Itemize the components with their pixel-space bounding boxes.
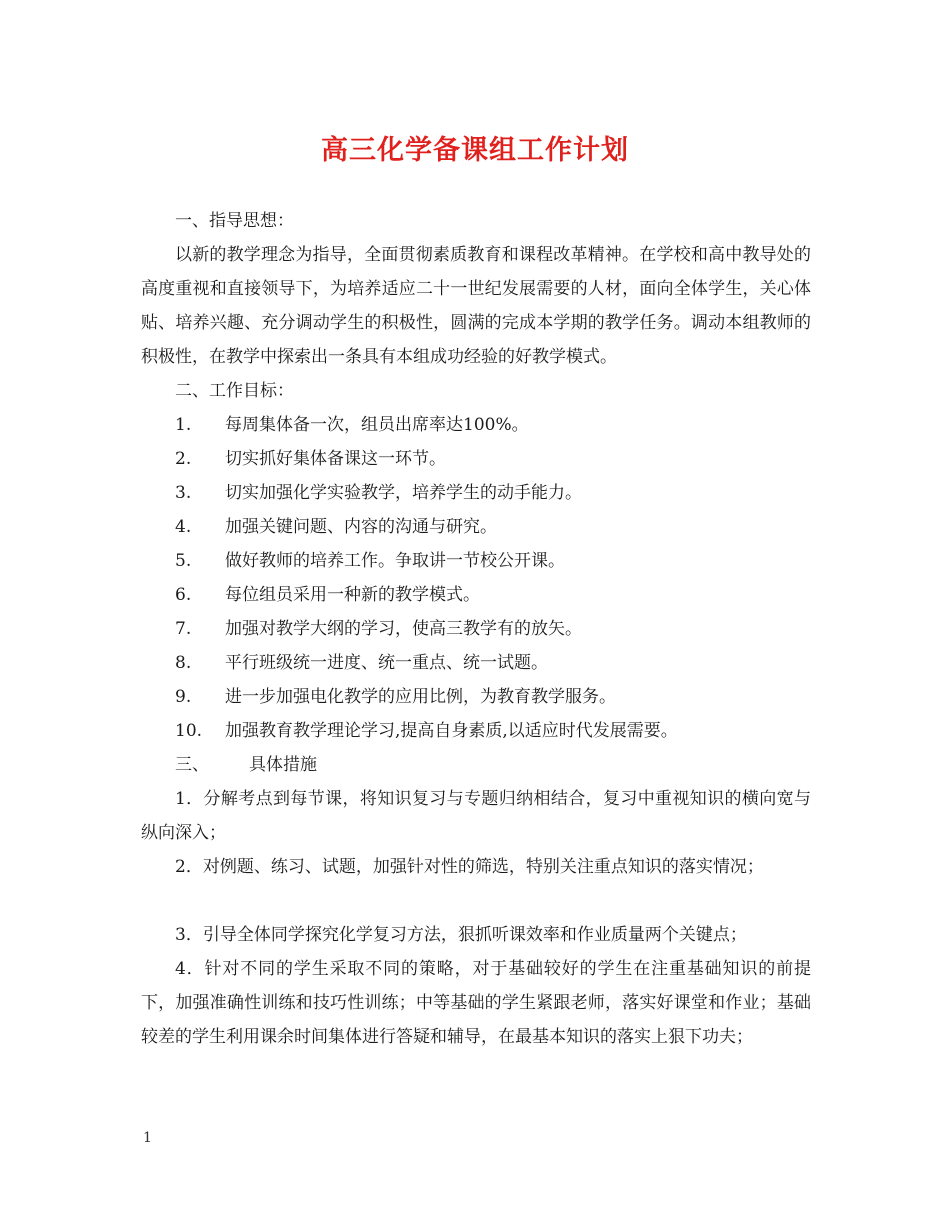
- list-item-text: 每位组员采用一种新的教学模式。: [225, 585, 480, 605]
- section-1-paragraph: 以新的教学理念为指导，全面贯彻素质教育和课程改革精神。在学校和高中教导处的高度重视和直接领导下，为培养适应二十一世纪发展需要的人材，面向全体学生，关心体贴、培养兴趣、充分调动学生的积极性，圆满的完成本学期的教学任务。调动本组教师的积极性，在教学中探索出一条具有本组成功经验的好教学模式。: [141, 245, 811, 367]
- list-item: [141, 680, 811, 714]
- list-item-number: 5.: [175, 551, 192, 571]
- list-item-text: 平行班级统一进度、统一重点、统一试题。: [225, 653, 548, 673]
- list-item: [141, 612, 811, 646]
- list-item: [141, 442, 811, 476]
- list-item-text: 加强教育教学理论学习,提高自身素质,以适应时代发展需要。: [225, 721, 678, 741]
- list-item-text: 加强对教学大纲的学习，使高三教学有的放矢。: [225, 619, 582, 639]
- list-item: [141, 510, 811, 544]
- list-item-text: 加强关键问题、内容的沟通与研究。: [225, 517, 497, 537]
- list-item-number: 4.: [175, 517, 192, 537]
- list-item-number: 1.: [175, 415, 192, 435]
- list-item-number: 6.: [175, 585, 192, 605]
- list-item-text: 切实加强化学实验教学，培养学生的动手能力。: [225, 483, 582, 503]
- measure-item-4: 4．针对不同的学生采取不同的策略，对于基础较好的学生在注重基础知识的前提下，加强准确性训练和技巧性训练；中等基础的学生紧跟老师，落实好课堂和作业；基础较差的学生利用课余时间集体进行答疑和辅导，在最基本知识的落实上狠下功夫；: [141, 959, 811, 1047]
- list-item: [141, 714, 811, 748]
- section-3-heading: [141, 748, 811, 782]
- list-item: [141, 578, 811, 612]
- list-item-number: 7.: [175, 619, 192, 639]
- document-body: [141, 204, 811, 1054]
- list-item-number: 2.: [175, 449, 192, 469]
- section-3-heading-number: 三、: [175, 755, 209, 775]
- list-item: [141, 646, 811, 680]
- section-2-heading: 二、工作目标：: [175, 381, 294, 401]
- list-item: [141, 544, 811, 578]
- document-title: 高三化学备课组工作计划: [321, 135, 629, 166]
- section-1-heading: 一、指导思想：: [175, 211, 294, 231]
- measure-item-1: 1．分解考点到每节课，将知识复习与专题归纳相结合，复习中重视知识的横向宽与纵向深入；: [141, 789, 811, 843]
- measure-item-2: 2．对例题、练习、试题，加强针对性的筛选，特别关注重点知识的落实情况；: [175, 857, 764, 877]
- list-item-number: 8.: [175, 653, 192, 673]
- list-item: [141, 476, 811, 510]
- list-item-text: 切实抓好集体备课这一环节。: [225, 449, 446, 469]
- list-item-number: 9.: [175, 687, 192, 707]
- paragraph-gap: [141, 884, 811, 918]
- list-item-number: 3.: [175, 483, 192, 503]
- measure-item-3: 3．引导全体同学探究化学复习方法，狠抓听课效率和作业质量两个关键点；: [175, 925, 747, 945]
- list-item-text: 做好教师的培养工作。争取讲一节校公开课。: [225, 551, 565, 571]
- page-number: 1: [143, 1130, 152, 1146]
- goals-list: [141, 408, 811, 748]
- list-item: [141, 408, 811, 442]
- list-item-text: 进一步加强电化教学的应用比例，为教育教学服务。: [225, 687, 616, 707]
- section-3-heading-text: 具体措施: [249, 755, 317, 775]
- list-item-number: 10.: [175, 721, 203, 741]
- list-item-text: 每周集体备一次，组员出席率达100%。: [225, 415, 529, 435]
